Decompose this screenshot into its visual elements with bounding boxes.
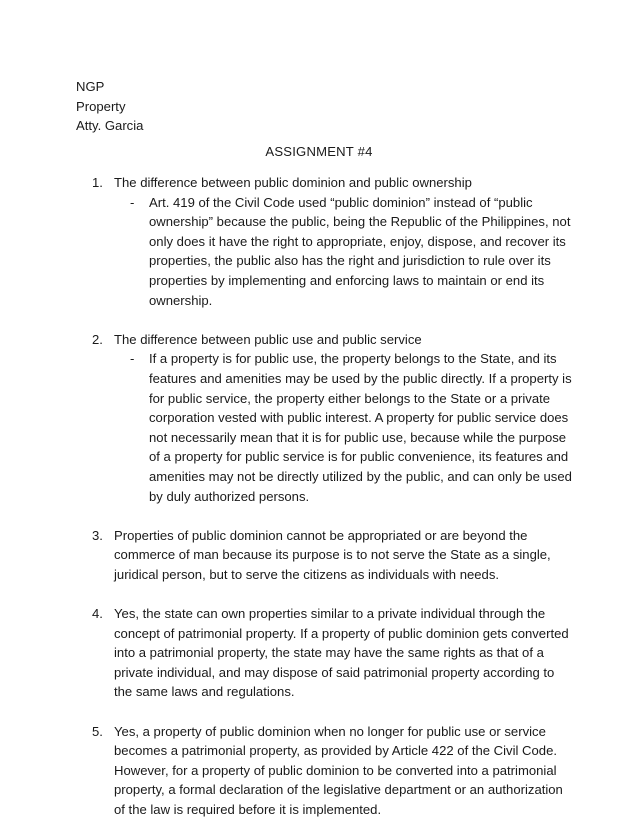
sub-item: [114, 349, 572, 506]
sub-item-text: Art. 419 of the Civil Code used “public dominion” instead of “public ownership” because the public, being the Republic of the Philippines, not only does it have the right to appropriate, enjoy, dispose, and recover its properties, the public also has the right and jurisdiction to rule over its properties by implementing and enforcing laws to maintain or end its ownership.: [149, 194, 571, 308]
item-text: Yes, a property of public dominion when no longer for public use or service becomes a patrimonial property, as provided by Article 422 of the Civil Code. However, for a property of public dominion to be converted into a patrimonial property, a formal declaration of the legislative department or an authorization of the law is required before it is implemented.: [114, 723, 563, 817]
item-text: The difference between public use and public service: [114, 331, 422, 347]
header-subject: Property: [76, 98, 126, 114]
header-instructor: Atty. Garcia: [76, 118, 144, 134]
list-item: [92, 722, 572, 820]
dash-marker: -: [130, 351, 135, 367]
item-text: The difference between public dominion and public ownership: [114, 175, 472, 190]
document-header: [76, 77, 143, 136]
item-text: Properties of public dominion cannot be appropriated or are beyond the commerce of man because its purpose is to not serve the State as a single, juridical person, but to serve the citizens as individuals with needs.: [114, 527, 551, 582]
sub-item-text: If a property is for public use, the property belongs to the State, and its features and amenities may be used by the public directly. If a property is for public service, the property either belongs to the State or a private corporation vested with public interest. A property for public service does not necessarily mean that it is for public use, because while the purpose of a property for public service is for public convenience, its features and amenities may not be directly utilized by the public, and can only be used by duly authorized persons.: [149, 351, 572, 504]
header-initials: NGP: [76, 79, 105, 94]
item-number: 3.: [92, 527, 103, 543]
item-number: 5.: [92, 723, 103, 739]
list-item: [92, 173, 572, 310]
item-number: 4.: [92, 606, 103, 622]
item-text: Yes, the state can own properties similar to a private individual through the concept of patrimonial property. If a property of public dominion gets converted into a patrimonial property, the state may have the same rights as that of a private individual, and may dispose of said patrimonial property according to the same laws and regulations.: [114, 606, 569, 700]
item-number: 1.: [92, 175, 103, 190]
list-item: [92, 526, 572, 585]
assignment-title: ASSIGNMENT #4: [265, 144, 373, 159]
list-item: [92, 604, 572, 702]
dash-marker: -: [130, 194, 135, 210]
sub-item: [114, 193, 572, 311]
list-item: [92, 330, 572, 506]
item-number: 2.: [92, 331, 103, 347]
answer-list: [92, 173, 572, 839]
